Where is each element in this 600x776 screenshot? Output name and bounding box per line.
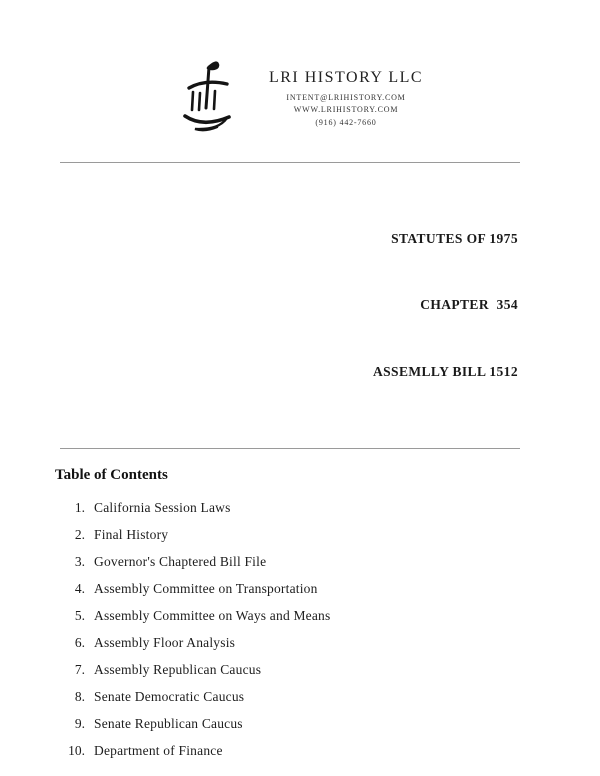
toc-item-number: 5. [74, 607, 85, 623]
toc-item-label: Assembly Committee on Ways and Means [94, 607, 331, 623]
toc-item-number: 9. [74, 715, 85, 731]
toc-item-number: 6. [74, 634, 85, 650]
letterhead-text [269, 69, 423, 129]
toc-item-label: Assembly Republican Caucus [94, 661, 262, 677]
toc-item-number: 4. [74, 580, 85, 596]
toc-item [0, 689, 600, 705]
company-website: WWW.LRIHISTORY.COM [293, 105, 399, 115]
toc-item [0, 581, 600, 597]
letterhead [0, 0, 600, 140]
toc-item-number: 10. [68, 742, 85, 758]
toc-item-label: Department of Finance [94, 742, 223, 758]
company-email: INTENT@LRIHISTORY.COM [286, 92, 406, 102]
toc-item-number: 8. [74, 688, 85, 704]
toc-item-label: Assembly Committee on Transportation [94, 580, 318, 596]
toc-item-label: Assembly Floor Analysis [94, 634, 236, 650]
toc-item [0, 527, 600, 543]
statute-block [0, 183, 518, 428]
toc-item [0, 743, 600, 759]
toc-item [0, 500, 600, 516]
statute-line-chapter: CHAPTER 354 [420, 297, 518, 313]
divider-top [60, 162, 520, 163]
toc-item-label: Senate Democratic Caucus [94, 688, 245, 704]
toc-item-label: California Session Laws [94, 499, 231, 515]
company-phone: (916) 442-7660 [315, 117, 377, 127]
statute-line-statutes: STATUTES OF 1975 [391, 230, 518, 246]
company-logo-icon [177, 58, 239, 140]
divider-bottom [60, 448, 520, 449]
toc-item-number: 1. [74, 499, 85, 515]
toc-item-label: Final History [94, 526, 169, 542]
toc-item-label: Governor's Chaptered Bill File [94, 553, 267, 569]
toc-item-number: 2. [74, 526, 85, 542]
toc-item [0, 554, 600, 570]
toc-item [0, 716, 600, 732]
toc-item [0, 662, 600, 678]
statute-line-bill: ASSEMLLY BILL 1512 [372, 364, 518, 380]
toc-list [0, 500, 600, 759]
toc-item [0, 608, 600, 624]
company-name: LRI HISTORY LLC [268, 68, 424, 86]
toc-item-label: Senate Republican Caucus [94, 715, 243, 731]
toc-item-number: 7. [74, 661, 85, 677]
toc-item [0, 635, 600, 651]
toc-item-number: 3. [74, 553, 85, 569]
toc-title: Table of Contents [55, 466, 168, 483]
